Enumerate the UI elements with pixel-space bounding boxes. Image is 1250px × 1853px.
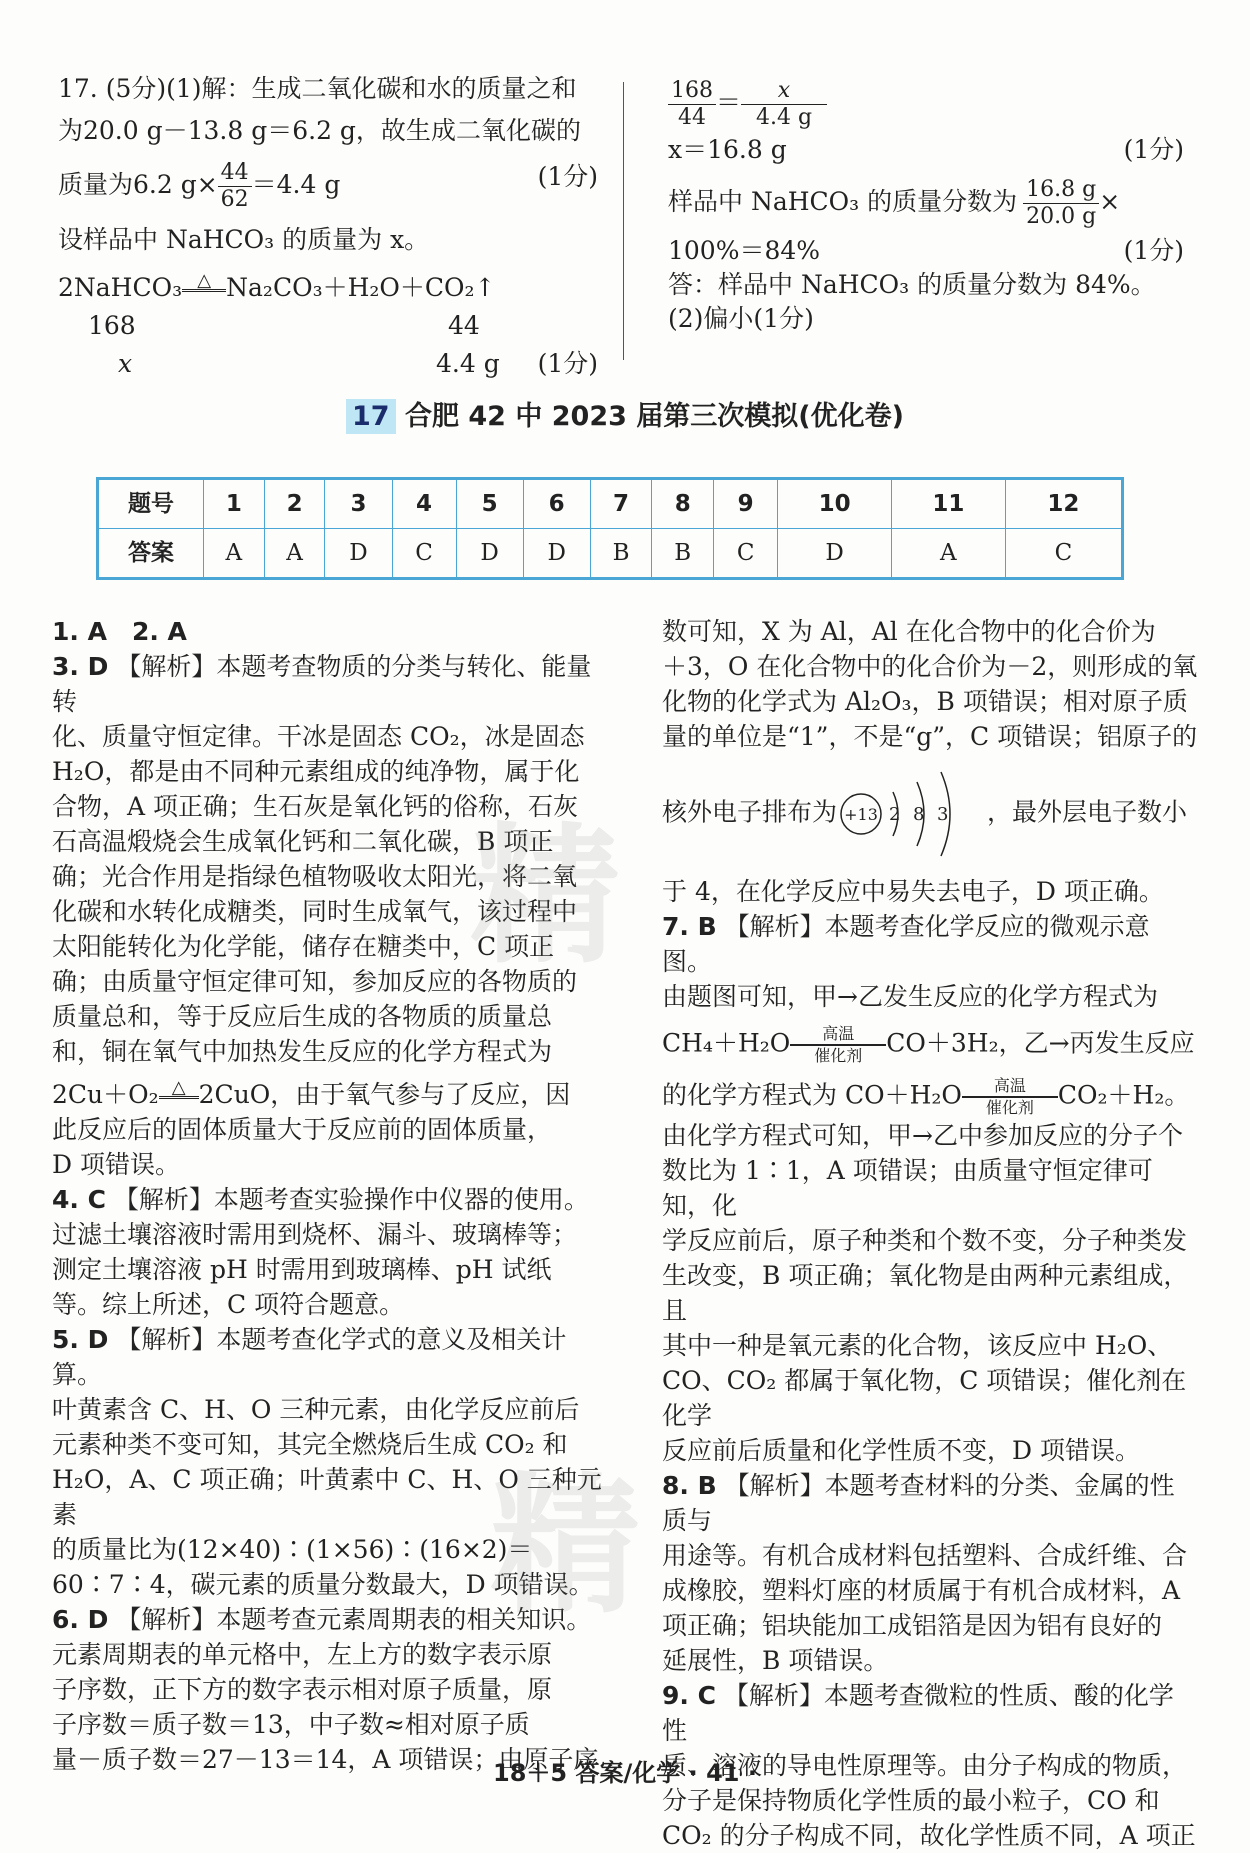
text-line: 质量总和，等于反应后生成的各物质的质量总 [52,1002,553,1031]
section-number: 17 [346,399,396,434]
text-line: 由题图可知，甲→乙发生反应的化学方程式为 [662,982,1158,1011]
text-line: 60∶7∶4，碳元素的质量分数最大，D 项错误。 [52,1570,594,1599]
text-line: 合物，A 项正确；生石灰是氧化钙的俗称，石灰 [52,792,579,821]
proportion-equation: $\frac{168}{44}$ ＝ $\frac{x}{4.4 g}$ [668,78,1184,131]
answer-cell: D [325,529,392,579]
question-number: 6 [523,479,590,529]
text-line: 的质量比为(12×40)∶(1×56)∶(16×2)＝ [52,1535,533,1564]
text-line: 过滤土壤溶液时需用到烧杯、漏斗、玻璃棒等； [52,1220,578,1249]
q17-right-block [668,78,1184,336]
answer-cell: C [1005,529,1122,579]
text-line: 太阳能转化为化学能，储存在糖类中，C 项正 [52,932,555,961]
text-line: 元素种类不变可知，其完全燃烧后生成 CO₂ 和 [52,1430,568,1459]
text-line: 和，铜在氧气中加热发生反应的化学方程式为 [52,1037,553,1066]
text-line: 化物的化学式为 Al₂O₃，B 项错误；相对原子质 [662,687,1188,716]
text-line: 量－质子数＝27－13＝14，A 项错误；由原子序 [52,1745,599,1774]
text-line: H₂O，都是由不同种元素组成的纯净物，属于化 [52,757,580,786]
answer-4: 4. C 【解析】本题考查实验操作中仪器的使用。 [52,1185,589,1214]
text-line: 于 4，在化学反应中易失去电子，D 项正确。 [662,877,1164,906]
text-line: 质、溶液的导电性原理等。由分子构成的物质， [662,1751,1188,1780]
q17-line-1: 17. (5分)(1)解：生成二氧化碳和水的质量之和 [58,74,577,103]
answer-cell: B [652,529,714,579]
reaction-condition: 高温 催化剂 [790,1024,886,1066]
percentage-result: 100%＝84% (1分) [668,236,1184,265]
text-line: CO₂ 的分子构成不同，故化学性质不同，A 项正 [662,1821,1196,1850]
question-number: 8 [652,479,714,529]
question-number: 12 [1005,479,1122,529]
q17-line-2: 为20.0 g－13.8 g＝6.2 g，故生成二氧化碳的 [58,116,581,145]
score-label: (1分) [537,162,598,191]
answer-cell: C [714,529,778,579]
shell-3-electrons: 3 [937,804,949,825]
question-number: 5 [456,479,523,529]
section-title [0,400,1250,434]
answer-8: 8. B 【解析】本题考查材料的分类、金属的性质与 [662,1471,1175,1535]
chemical-equation: 2NaHCO₃ △ Na₂CO₃＋H₂O＋CO₂↑ [58,270,496,302]
x-result: x＝16.8 g (1分) [668,135,1184,164]
text-line: 测定土壤溶液 pH 时需用到玻璃棒、pH 试纸 [52,1255,552,1284]
text-line: 此反应后的固体质量大于反应前的固体质量， [52,1115,553,1144]
text-line: D 项错误。 [52,1150,180,1179]
watermark: 精 [490,1460,641,1634]
watermark: 精 [470,810,621,984]
text-line: 量的单位是“1”，不是“g”，C 项错误；铝原子的 [662,722,1198,751]
question-number: 10 [778,479,892,529]
text-line: 子序数＝质子数＝13，中子数≈相对原子质 [52,1710,530,1739]
electron-config-line: 核外电子排布为 +13 2 8 3 ，最外层电子数小 [662,784,1198,844]
answer-cell: B [590,529,652,579]
text-line: 延展性，B 项错误。 [662,1646,889,1675]
answer-cell: C [392,529,456,579]
text-line: 反应前后质量和化学性质不变，D 项错误。 [662,1436,1140,1465]
text-line: 化、质量守恒定律。干冰是固态 CO₂，冰是固态 [52,722,585,751]
text-line: 石高温煅烧会生成氧化钙和二氧化碳，B 项正 [52,827,554,856]
q17-left-block [58,72,598,381]
question-number: 2 [264,479,325,529]
table-row [98,529,1123,579]
page-footer: 18＋5 答案/化学 · 41 · [493,1759,757,1787]
atom-structure-icon [837,784,987,844]
answer-cell: A [891,529,1005,579]
text-line: 项正确；铝块能加工成铝箔是因为铝有良好的 [662,1611,1163,1640]
answer-cell: A [204,529,265,579]
text-line: 成橡胶，塑料灯座的材质属于有机合成材料，A [662,1576,1181,1605]
co-equation: 的化学方程式为 CO＋H₂O 高温 催化剂 CO₂＋H₂。 [662,1076,1190,1117]
question-number: 9 [714,479,778,529]
q17-line-3: 质量为6.2 g× $\frac{44}{62}$ ＝4.4 g (1分) [58,160,598,212]
text-line: 化碳和水转化成糖类，同时生成氧气，该过程中 [52,897,578,926]
answer-cell: D [523,529,590,579]
mass-row: x 4.4 g (1分) [118,349,598,378]
text-line: 学反应前后，原子种类和个数不变，分子种类发 [662,1226,1188,1255]
text-line: 由化学方程式可知，甲→乙中参加反应的分子个 [662,1121,1183,1150]
answer-cell: D [778,529,892,579]
methane-equation: CH₄＋H₂O 高温 催化剂 CO＋3H₂，乙→丙发生反应 [662,1024,1195,1065]
answer-cell: A [264,529,325,579]
answer-9: 9. C 【解析】本题考查微粒的性质、酸的化学性 [662,1681,1174,1745]
section-title-text: 合肥 42 中 2023 届第三次模拟(优化卷) [404,401,904,432]
shell-2-electrons: 8 [913,804,925,825]
nucleus-label: +13 [844,805,878,824]
text-line: 叶黄素含 C、H、O 三种元素，由化学反应前后 [52,1395,580,1424]
text-line: H₂O，A、C 项正确；叶黄素中 C、H、O 三种元素 [52,1465,602,1529]
text-line: 其中一种是氧元素的化合物，该反应中 H₂O、 [662,1331,1173,1360]
left-column [52,614,608,1777]
text-line: 用途等。有机合成材料包括塑料、合成纤维、合 [662,1541,1188,1570]
text-line: 数可知，X 为 Al，Al 在化合物中的化合价为 [662,617,1156,646]
answer-line: 答：样品中 NaHCO₃ 的质量分数为 84%。 [668,270,1156,299]
text-line: 等。综上所述，C 项符合题意。 [52,1290,405,1319]
text-line: CO、CO₂ 都属于氧化物，C 项错误；催化剂在化学 [662,1366,1187,1430]
answer-7: 7. B 【解析】本题考查化学反应的微观示意图。 [662,912,1150,976]
question-number: 4 [392,479,456,529]
heat-condition: △ [159,1080,199,1099]
answer-3: 3. D 【解析】本题考查物质的分类与转化、能量转 [52,652,592,716]
q17-line-4: 设样品中 NaHCO₃ 的质量为 x。 [58,225,430,254]
reaction-condition: 高温 催化剂 [962,1076,1058,1118]
text-line: 生改变，B 项正确；氧化物是由两种元素组成，且 [662,1261,1189,1325]
part-2-answer: (2)偏小(1分) [668,304,814,333]
question-number: 1 [204,479,265,529]
molar-mass-row: 168 44 [88,311,480,340]
fraction-44-62: $\frac{44}{62}$ [218,160,252,213]
answer-table [96,477,1124,580]
question-number: 3 [325,479,392,529]
row-label-question: 题号 [98,479,204,529]
answer-6: 6. D 【解析】本题考查元素周期表的相关知识。 [52,1605,592,1634]
answer-1-2: 1. A 2. A [52,617,187,646]
text-line: ＋3，O 在化合物中的化合价为－2，则形成的氧 [662,652,1198,681]
text-line: 确；光合作用是指绿色植物吸收太阳光，将二氧 [52,862,578,891]
copper-equation: 2Cu＋O₂ △ 2CuO，由于氧气参与了反应，因 [52,1077,571,1109]
question-number: 7 [590,479,652,529]
column-divider [623,82,624,360]
answer-5: 5. D 【解析】本题考查化学式的意义及相关计算。 [52,1325,567,1389]
right-column [662,614,1198,1853]
question-number: 11 [891,479,1005,529]
text-line: 子序数，正下方的数字表示相对原子质量，原 [52,1675,553,1704]
text-line: 分子是保持物质化学性质的最小粒子，CO 和 [662,1786,1160,1815]
text-line: 元素周期表的单元格中，左上方的数字表示原 [52,1640,553,1669]
answer-cell: D [456,529,523,579]
text-line: 确；由质量守恒定律可知，参加反应的各物质的 [52,967,578,996]
table-row [98,479,1123,529]
text-line: 数比为 1∶1，A 项错误；由质量守恒定律可知，化 [662,1156,1153,1220]
percentage-line: 样品中 NaHCO₃ 的质量分数为 $\frac{16.8 g}{20.0 g}$ × [668,177,1121,229]
heat-condition: △ [182,273,226,292]
row-label-answer: 答案 [98,529,204,579]
shell-1-electrons: 2 [889,804,901,825]
